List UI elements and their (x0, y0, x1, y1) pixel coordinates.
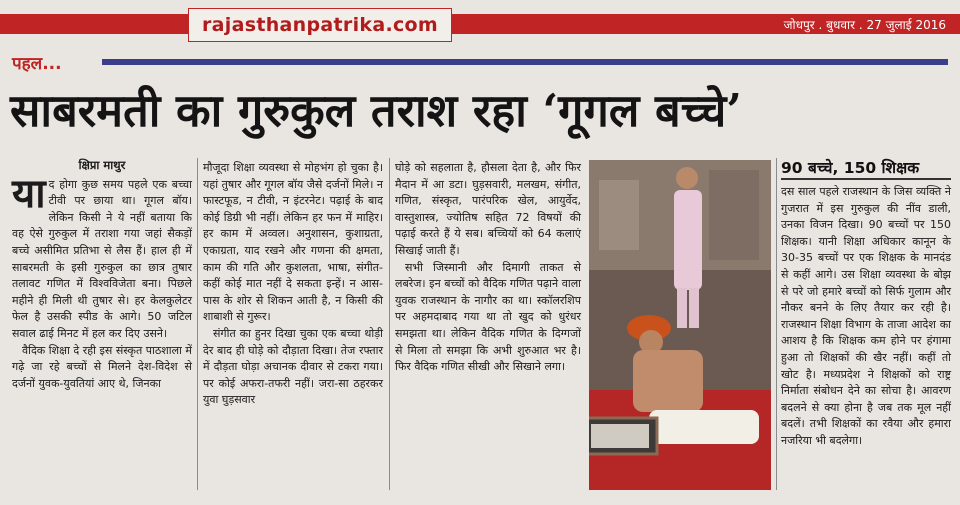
headline: साबरमती का गुरुकुल तराश रहा ‘गूगल बच्चे’ (10, 84, 742, 137)
section-header (12, 51, 948, 74)
drop-cap: या (12, 170, 46, 217)
article-paragraph: वैदिक शिक्षा दे रही इस संस्कृत पाठशाला में गढ़े जा रहे बच्चों से मिलने देश-विदेश से दर्जनों युवक-युवतियां आए थे, जिनका (12, 343, 192, 390)
column-divider (197, 158, 198, 490)
column-divider (776, 158, 777, 490)
site-url[interactable]: rajasthanpatrika.com (202, 14, 438, 36)
article-column-1 (12, 157, 192, 392)
column-divider (389, 158, 390, 490)
masthead (0, 0, 960, 38)
box-title: 90 बच्चे, 150 शिक्षक (781, 159, 920, 177)
article-paragraph: सभी जिस्मानी और दिमागी ताकत से लबरेज। इन बच्चों को वैदिक गणित पढ़ाने वाला युवक राजस्थान के नागौर का था। स्कॉलरशिप पर अहमदाबाद गया था तो खुद को धुरंधर समझता था। लेकिन वैदिक गणित के दिग्गजों से मिला तो समझा कि अभी शुरुआत भर है। फिर वैदिक गणित सीखी और सिखाने लगा। (395, 260, 581, 374)
article-paragraph: याद होगा कुछ समय पहले एक बच्चा टीवी पर छाया था। गूगल बॉय। लेकिन किसी ने ये नहीं बताया कि वह ऐसे गुरुकुल में तराशा गया जहां सैकड़ों बच्चे असीमित प्रतिभा से लैस हैं। हाल ही में साबरमती के इसी गुरुकुल का छात्र तुषार तलावट गणित में विश्वविजेता बना। पिछले महीने ही मिली थी तुषार से। हर केलकुलेटर फेल है उसकी स्पीड के आगे। 50 जटिल सवाल ढाई मिनट में हल कर दिए उसने। (12, 170, 192, 340)
article-column-3 (395, 160, 581, 376)
article-paragraph: संगीत का हुनर दिखा चुका एक बच्चा थोड़ी देर बाद ही घोड़े को दौड़ाता दिखा। तेज रफ्तार में दौड़ता घोड़ा अचानक दीवार से टकरा गया। पर कोई अफरा-तफरी नहीं। जरा-सा ठहरकर युवा घुड़सवार (203, 326, 383, 407)
article-photo (589, 160, 771, 490)
box-text (781, 184, 951, 450)
dateline: जोधपुर . बुधवार . 27 जुलाई 2016 (783, 18, 946, 32)
section-rule (102, 59, 948, 65)
box-title-rule (781, 178, 951, 180)
photo-illustration (589, 160, 771, 490)
article-paragraph: घोड़े को सहलाता है, हौसला देता है, और फिर मैदान में आ डटा। घुड़सवारी, मलखम, संगीत, गणित, संस्कृत, पारंपरिक खेल, आयुर्वेद, वास्तुशास्त्र, ज्योतिष सहित 72 विषयों की पढ़ाई करते हैं ये सब। बच्चियों को 64 कलाएं सिखाई जाती हैं। (395, 161, 581, 257)
section-label: पहल... (12, 54, 62, 74)
box-paragraph: दस साल पहले राजस्थान के जिस व्यक्ति ने गुजरात में इस गुरुकुल की नींव डाली, उनका विजन दिखा। 90 बच्चों पर 150 शिक्षक। यानी शिक्षा अधिकार कानून के 30-35 बच्चों पर एक शिक्षक के मानदंड से कहीं आगे। उस शिक्षा व्यवस्था के बोझ से परे जो हमारे बच्चों को सिर्फ गुलाम और नौकर बनने के लिए तैयार कर रही है। राजस्थान शिक्षा विभाग के ताजा आदेश का आशय है कि शिक्षक कम होने पर हंगामा हुआ तो शिक्षकों की खैर नहीं। कहीं तो खोट है। मध्यप्रदेश ने शिक्षकों को राष्ट्र निर्माता संबोधन देने का सोचा है। आवरण बदलने से क्या होना है जब तक मूल नहीं बदलें। तभी शिक्षकों का रवैया और हमारा नजरिया भी बदलेगा। (781, 185, 951, 447)
article-paragraph: मौजूदा शिक्षा व्यवस्था से मोहभंग हो चुका है। यहां तुषार और गूगल बॉय जैसे दर्जनों मिले। न फास्टफूड, न टीवी, न इंटरनेट। पढ़ाई के बाद कोई डिग्री भी नहीं। लेकिन हर फन में माहिर। हर काम में अव्वल। अनुशासन, कुशाग्रता, एकाग्रता, याद रखने और गणना की क्षमता, काम की गति और कुशलता, भाषा, संगीत- कहीं कोई मात नहीं दे सकता इन्हें। न आस-पास के शोर से शिकन आती है, न किसी की शाबाशी से गुरूर। (203, 161, 383, 324)
byline: क्षिप्रा माथुर (78, 158, 126, 172)
article-column-2 (203, 160, 383, 409)
site-url-box (188, 8, 452, 42)
